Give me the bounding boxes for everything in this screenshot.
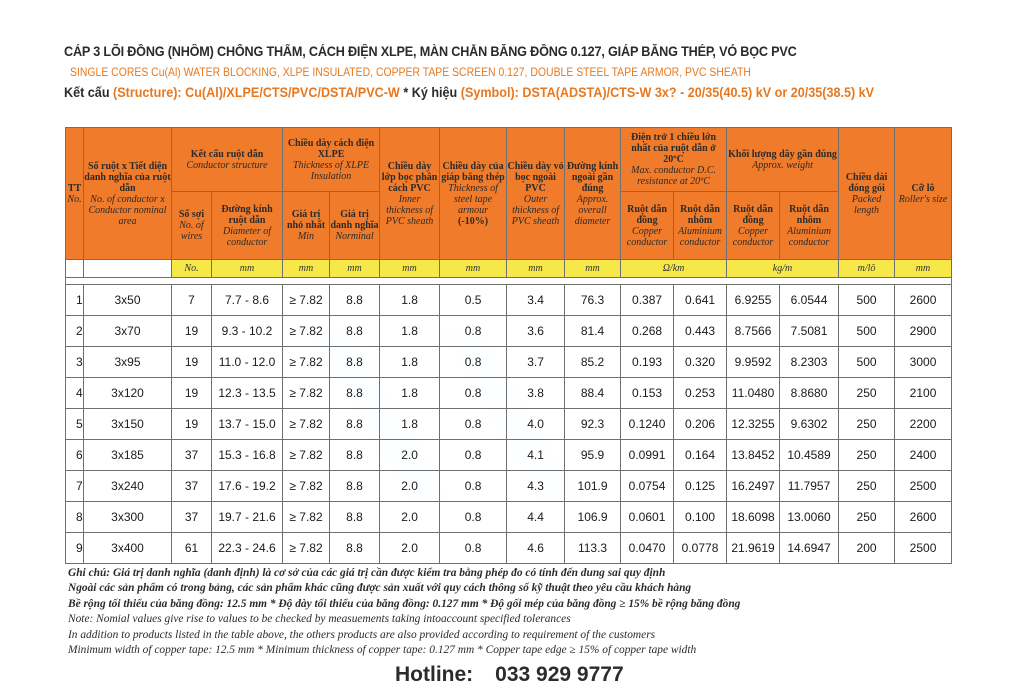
cell-w-cu: 12.3255 [727,409,780,440]
table-row [66,285,952,316]
table-row [66,440,952,471]
cell-nom: 8.8 [330,285,380,316]
cell-outer: 4.3 [507,471,565,502]
cell-od: 95.9 [565,440,621,471]
cell-od: 101.9 [565,471,621,502]
spacer-row [66,278,952,285]
units-blank [84,260,172,278]
cell-inner: 1.8 [380,409,440,440]
cell-diam: 19.7 - 21.6 [212,502,283,533]
cell-len: 500 [839,347,895,378]
cell-min: ≥ 7.82 [283,378,330,409]
notes-block [68,566,740,658]
cell-r-al: 0.0778 [674,533,727,564]
cell-r-al: 0.443 [674,316,727,347]
header-armour: Chiều dày của giáp băng thép Thickness of steel tape armour (-10%) [440,128,507,260]
cell-min: ≥ 7.82 [283,285,330,316]
cell-len: 250 [839,471,895,502]
cell-w-cu: 16.2497 [727,471,780,502]
cell-nom: 8.8 [330,471,380,502]
cell-outer: 4.0 [507,409,565,440]
cell-no: 6 [66,440,84,471]
unit-cell: mm [895,260,952,278]
cell-min: ≥ 7.82 [283,347,330,378]
unit-cell: mm [330,260,380,278]
structure-line [64,84,874,100]
cell-size: 3x120 [84,378,172,409]
cell-r-cu: 0.0601 [621,502,674,533]
cell-nom: 8.8 [330,440,380,471]
table-row [66,409,952,440]
symbol-value: DSTA(ADSTA)/CTS-W 3x? - 20/35(40.5) kV or 20/35(38.5) kV [522,84,875,100]
cell-armour: 0.8 [440,533,507,564]
cell-od: 81.4 [565,316,621,347]
header-weight: Khối lượng dây gần đúng Approx. weight [727,128,839,192]
structure-label-vn: Kết cấu [64,84,110,100]
cell-w-cu: 13.8452 [727,440,780,471]
cell-size: 3x300 [84,502,172,533]
cell-r-al: 0.100 [674,502,727,533]
cell-outer: 3.7 [507,347,565,378]
symbol-label-en: (Symbol): [460,84,519,100]
unit-cell: mm [380,260,440,278]
unit-cell: mm [283,260,330,278]
cell-outer: 4.4 [507,502,565,533]
cell-armour: 0.8 [440,378,507,409]
structure-label-en: (Structure): [113,84,182,100]
cell-size: 3x50 [84,285,172,316]
cell-diam: 15.3 - 16.8 [212,440,283,471]
cell-len: 250 [839,409,895,440]
header-outer-sheath: Chiều dày vỏ bọc ngoài PVC Outer thickness of PVC sheath [507,128,565,260]
note-en-1: Note: Nomial values give rise to values to be checked by measuements taking intoaccount specified tolerances [68,613,571,626]
cell-w-al: 14.6947 [780,533,839,564]
note-en-3: Minimum width of copper tape: 12.5 mm * Minimum thickness of copper tape: 0.127 mm * Copper tape edge ≥ 15% of copper tape width [68,644,697,657]
cell-wires: 19 [172,347,212,378]
header-overall-diameter: Đường kính ngoài gần đúng Approx. overall diameter [565,128,621,260]
cell-diam: 11.0 - 12.0 [212,347,283,378]
cell-wires: 37 [172,471,212,502]
cell-w-cu: 9.9592 [727,347,780,378]
cell-no: 5 [66,409,84,440]
cell-armour: 0.8 [440,440,507,471]
cell-w-cu: 11.0480 [727,378,780,409]
cell-no: 8 [66,502,84,533]
cell-diam: 9.3 - 10.2 [212,316,283,347]
cell-wires: 19 [172,409,212,440]
header-xlpe-thickness: Chiều dày cách điện XLPE Thickness of XLPE Insulation [283,128,380,192]
cell-r-cu: 0.268 [621,316,674,347]
table-row [66,533,952,564]
cell-min: ≥ 7.82 [283,533,330,564]
cell-r-al: 0.320 [674,347,727,378]
cell-drum: 3000 [895,347,952,378]
cell-nom: 8.8 [330,347,380,378]
cell-wires: 19 [172,316,212,347]
unit-cell: mm [565,260,621,278]
cell-r-al: 0.125 [674,471,727,502]
cell-w-al: 13.0060 [780,502,839,533]
table-row [66,316,952,347]
cell-nom: 8.8 [330,502,380,533]
hotline [395,663,624,687]
cell-od: 92.3 [565,409,621,440]
cell-drum: 2500 [895,533,952,564]
cell-inner: 1.8 [380,285,440,316]
cell-diam: 17.6 - 19.2 [212,471,283,502]
cell-outer: 4.6 [507,533,565,564]
cell-outer: 3.6 [507,316,565,347]
table-row [66,471,952,502]
structure-separator: * [403,84,409,100]
cell-diam: 13.7 - 15.0 [212,409,283,440]
cell-nom: 8.8 [330,378,380,409]
cell-len: 500 [839,285,895,316]
header-resistance-copper: Ruột dẫn đồng Copper conductor [621,192,674,260]
cell-no: 7 [66,471,84,502]
cell-inner: 2.0 [380,502,440,533]
unit-cell: mm [212,260,283,278]
cell-wires: 7 [172,285,212,316]
header-conductor-diameter: Đường kính ruột dẫn Diameter of conductor [212,192,283,260]
unit-cell: kg/m [727,260,839,278]
cell-r-cu: 0.0754 [621,471,674,502]
header-wires: Số sợi No. of wires [172,192,212,260]
cell-armour: 0.8 [440,502,507,533]
cell-outer: 4.1 [507,440,565,471]
cell-armour: 0.5 [440,285,507,316]
table-row [66,347,952,378]
cell-w-al: 7.5081 [780,316,839,347]
cell-w-al: 6.0544 [780,285,839,316]
cell-len: 250 [839,502,895,533]
cell-r-cu: 0.1240 [621,409,674,440]
cell-outer: 3.8 [507,378,565,409]
cell-inner: 2.0 [380,440,440,471]
cell-drum: 2500 [895,471,952,502]
header-drum-size: Cỡ lô Roller's size [895,128,952,260]
table-body [66,285,952,564]
cell-min: ≥ 7.82 [283,316,330,347]
cell-r-al: 0.206 [674,409,727,440]
title-vietnamese: CÁP 3 LÕI ĐỒNG (NHÔM) CHỐNG THẤM, CÁCH ĐIỆN XLPE, MÀN CHẮN BĂNG ĐỒNG 0.127, GIÁP BĂNG THÉP, VỎ BỌC PVC [64,44,797,59]
cell-size: 3x70 [84,316,172,347]
cell-armour: 0.8 [440,471,507,502]
cell-w-al: 11.7957 [780,471,839,502]
cell-nom: 8.8 [330,316,380,347]
cell-drum: 2600 [895,285,952,316]
cell-wires: 37 [172,440,212,471]
cell-od: 76.3 [565,285,621,316]
hotline-number[interactable]: 033 929 9777 [495,663,624,686]
cell-size: 3x400 [84,533,172,564]
cell-armour: 0.8 [440,347,507,378]
unit-cell: No. [172,260,212,278]
cell-r-al: 0.164 [674,440,727,471]
cell-inner: 2.0 [380,471,440,502]
cell-no: 1 [66,285,84,316]
cable-spec-table [65,127,952,564]
cell-w-cu: 18.6098 [727,502,780,533]
cell-diam: 22.3 - 24.6 [212,533,283,564]
cell-diam: 7.7 - 8.6 [212,285,283,316]
header-resistance-aluminium: Ruột dẫn nhôm Aluminium conductor [674,192,727,260]
note-en-2: In addition to products listed in the table above, the others products are also provided according to requirement of the customers [68,628,656,641]
hotline-label: Hotline: [395,663,474,686]
table-row [66,378,952,409]
cell-r-al: 0.641 [674,285,727,316]
cell-w-al: 9.6302 [780,409,839,440]
cell-nom: 8.8 [330,533,380,564]
header-weight-copper: Ruột dẫn đồng Copper conductor [727,192,780,260]
symbol-label-vn: Ký hiệu [411,84,458,100]
header-xlpe-min: Giá trị nhỏ nhất Min [283,192,330,260]
cell-w-cu: 8.7566 [727,316,780,347]
unit-cell: m/lô [839,260,895,278]
cell-wires: 19 [172,378,212,409]
cell-r-cu: 0.0991 [621,440,674,471]
structure-value: Cu(Al)/XLPE/CTS/PVC/DSTA/PVC-W [185,84,400,100]
cell-len: 200 [839,533,895,564]
cell-w-cu: 21.9619 [727,533,780,564]
header-cores: Số ruột x Tiết diện danh nghĩa của ruột dẫn No. of conductor x Conductor nominal area [84,128,172,260]
cell-min: ≥ 7.82 [283,471,330,502]
cell-min: ≥ 7.82 [283,502,330,533]
cell-min: ≥ 7.82 [283,440,330,471]
cell-inner: 1.8 [380,347,440,378]
unit-cell: mm [440,260,507,278]
cell-r-cu: 0.153 [621,378,674,409]
cell-size: 3x240 [84,471,172,502]
header-inner-sheath: Chiều dày lớp bọc phân cách PVC Inner thickness of PVC sheath [380,128,440,260]
cell-no: 4 [66,378,84,409]
cell-size: 3x95 [84,347,172,378]
cell-wires: 37 [172,502,212,533]
header-packed-length: Chiều dài đóng gói Packed length [839,128,895,260]
header-conductor-structure: Kết cấu ruột dẫn Conductor structure [172,128,283,192]
cell-nom: 8.8 [330,409,380,440]
unit-cell: Ω/km [621,260,727,278]
cell-no: 3 [66,347,84,378]
cell-od: 88.4 [565,378,621,409]
cell-od: 113.3 [565,533,621,564]
cell-w-cu: 6.9255 [727,285,780,316]
header-xlpe-nominal: Giá trị danh nghĩa Norminal [330,192,380,260]
cell-len: 250 [839,378,895,409]
title-english: SINGLE CORES Cu(Al) WATER BLOCKING, XLPE INSULATED, COPPER TAPE SCREEN 0.127, DOUBLE STEEL TAPE ARMOR, PVC SHEATH [70,66,751,79]
header-weight-aluminium: Ruột dẫn nhôm Aluminium conductor [780,192,839,260]
cell-inner: 2.0 [380,533,440,564]
cell-min: ≥ 7.82 [283,409,330,440]
cell-drum: 2400 [895,440,952,471]
cell-outer: 3.4 [507,285,565,316]
cell-armour: 0.8 [440,409,507,440]
cell-size: 3x150 [84,409,172,440]
cell-inner: 1.8 [380,378,440,409]
cell-drum: 2100 [895,378,952,409]
cell-r-cu: 0.0470 [621,533,674,564]
cell-r-cu: 0.387 [621,285,674,316]
cell-od: 85.2 [565,347,621,378]
units-row [66,260,952,278]
cell-od: 106.9 [565,502,621,533]
cell-len: 500 [839,316,895,347]
unit-cell: mm [507,260,565,278]
cell-drum: 2600 [895,502,952,533]
header-resistance: Điện trở 1 chiều lớn nhất của ruột dẫn ở 20ºC Max. conductor D.C. resistance at 20ºC [621,128,727,192]
cell-armour: 0.8 [440,316,507,347]
cell-w-al: 8.2303 [780,347,839,378]
cell-drum: 2200 [895,409,952,440]
cell-no: 9 [66,533,84,564]
cell-len: 250 [839,440,895,471]
cell-r-al: 0.253 [674,378,727,409]
note-vn-3: Bề rộng tối thiểu của băng đồng: 12.5 mm * Độ dày tối thiểu của băng đồng: 0.127 mm * Độ gối mép của băng đồng ≥ 15% bề rộng băng đồng [68,597,741,610]
note-vn-1: Ghi chú: Giá trị danh nghĩa (danh định) là cơ sở của các giá trị cần được kiểm tra bằng phép đo có tính đến dung sai quy định [68,567,666,579]
table-row [66,502,952,533]
cell-no: 2 [66,316,84,347]
cell-w-al: 10.4589 [780,440,839,471]
cell-r-cu: 0.193 [621,347,674,378]
cell-w-al: 8.8680 [780,378,839,409]
cell-size: 3x185 [84,440,172,471]
units-blank [66,260,84,278]
cell-wires: 61 [172,533,212,564]
cell-diam: 12.3 - 13.5 [212,378,283,409]
note-vn-2: Ngoài các sản phẩm có trong bảng, các sản phẩm khác cũng được sản xuất với quy cách thông số kỹ thuật theo yêu cầu khách hàng [68,582,692,595]
cell-inner: 1.8 [380,316,440,347]
header-tt: TT No. [66,128,84,260]
cell-drum: 2900 [895,316,952,347]
